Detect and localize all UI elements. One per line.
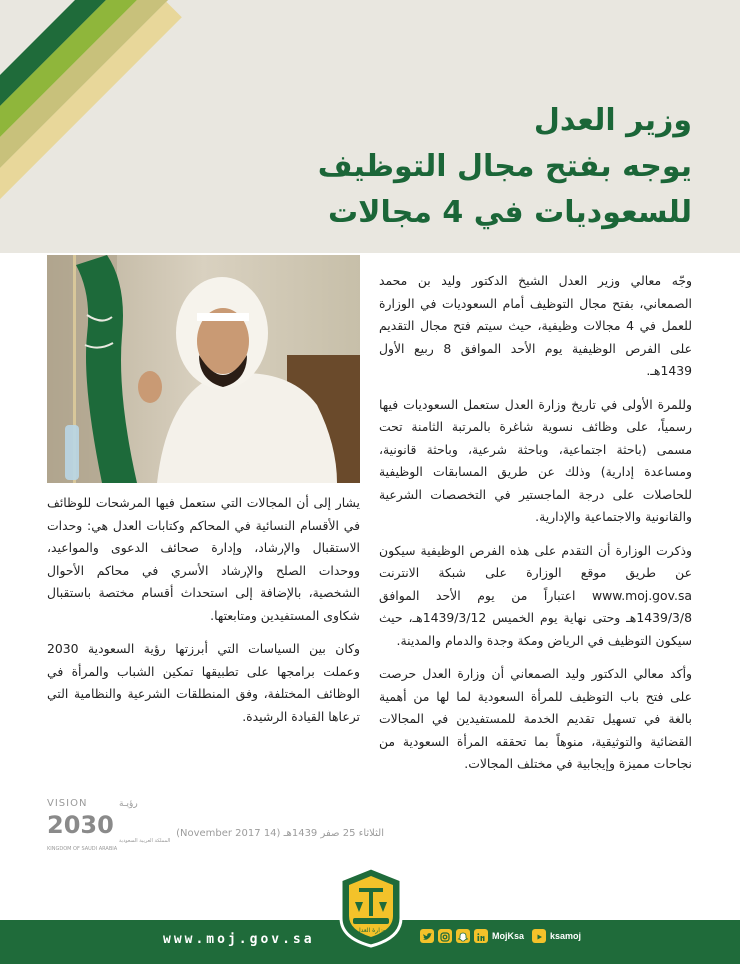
minister-photo-illustration: [47, 255, 360, 483]
youtube-icon[interactable]: [532, 929, 546, 943]
twitter-icon[interactable]: [420, 929, 434, 943]
social-handle-2[interactable]: ksamoj: [550, 931, 582, 941]
vision-arabic-country: المملكة العربية السعودية: [119, 838, 171, 844]
article-column-right: [379, 270, 692, 787]
linkedin-icon[interactable]: [474, 929, 488, 943]
vision-english-country: KINGDOM OF SAUDI ARABIA: [47, 846, 118, 852]
social-links: [420, 928, 589, 944]
vision-word: VISION: [47, 798, 88, 809]
article-paragraph: وكان بين السياسات التي أبرزتها رؤية السعودية 2030 وعملت برامجها على تطبيقها تمكين الشباب والمرأة في الوظائف المختلفة، وفق المنطلقات الشرعية والنظامية التي ترعاها القيادة الرشيدة.: [47, 641, 360, 724]
article-paragraph: وأكد معالي الدكتور وليد الصمعاني أن وزارة العدل حرصت على فتح باب التوظيف للمرأة السعودية لما لها من أهمية بالغة في تسهيل تقديم الخدمة للمستفيدين في المجالات القضائية والتوثيقية، منوهاً بما تحققه المرأة السعودية من نجاحات مميزة وإيجابية في مختلف المجالات.: [379, 666, 692, 771]
title-line: وزير العدل: [533, 103, 692, 138]
snapchat-icon[interactable]: [456, 929, 470, 943]
header-banner: [0, 0, 740, 253]
article-paragraph: وللمرة الأولى في تاريخ وزارة العدل ستعمل السعوديات فيها رسمياً، على وظائف نسوية شاغرة بالمرتبة الثامنة تحت مسمى (باحثة اجتماعية، وباحثة شرعية، وباحثة قانونية، ومساعدة إدارية) وذلك عن طريق المسابقات الوظيفية للحاصلات على درجة الماجستير في التخصصات الشرعية والقانونية والاجتماعية والإدارية.: [379, 396, 692, 524]
vision-2030-logo: [45, 795, 171, 855]
minister-photo: [47, 255, 360, 483]
vision-year: 2030: [47, 811, 114, 839]
emblem-caption: وزارة العدل: [356, 927, 386, 934]
article-paragraph: يشار إلى أن المجالات التي ستعمل فيها المرشحات للوظائف في الأقسام النسائية في المحاكم وكتابات العدل هي: وحدات الاستقبال والإرشاد، وإدارة صحائف الدعوى والمواعيد، ووحدات الصلح والإرشاد الأسري في محاكم الأحوال الشخصية، بالإضافة إلى استحداث أقسام مختصة باستقبال شكاوى المستفيدين ومتابعتها.: [47, 495, 360, 623]
article-column-left: [47, 492, 360, 739]
title-line: يوجه بفتح مجال التوظيف: [317, 149, 692, 184]
title-line: للسعوديات في 4 مجالات: [327, 195, 692, 230]
website-link[interactable]: www.moj.gov.sa: [163, 932, 315, 947]
vision-arabic-word: رؤيـة: [119, 799, 138, 809]
article-title: [172, 98, 692, 236]
social-handle-1[interactable]: MojKsa: [492, 931, 525, 941]
article-date: الثلاثاء 25 صفر 1439هـ (14 November 2017): [176, 828, 384, 839]
article-paragraph: وجّه معالي وزير العدل الشيخ الدكتور وليد بن محمد الصمعاني، بفتح مجال التوظيف أمام السعوديات في الوزارة للعمل في 4 مجالات وظيفية، حيث سيتم فتح مجال التقديم على الفرص الوظيفية يوم الأحد الموافق 8 ربيع الأول 1439هـ.: [379, 273, 692, 378]
article-paragraph: وذكرت الوزارة أن التقدم على هذه الفرص الوظيفية سيكون عن طريق موقع الوزارة على شبكة الانترنت www.moj.gov.sa اعتباراً من يوم الأحد الموافق 1439/3/8هـ وحتى نهاية يوم الخميس 1439/3/12هـ، حيث سيكون التوظيف في الرياض ومكة وجدة والدمام والمدينة.: [379, 542, 692, 648]
ministry-emblem: [337, 866, 405, 948]
instagram-icon[interactable]: [438, 929, 452, 943]
decorative-stripes: [0, 0, 200, 200]
